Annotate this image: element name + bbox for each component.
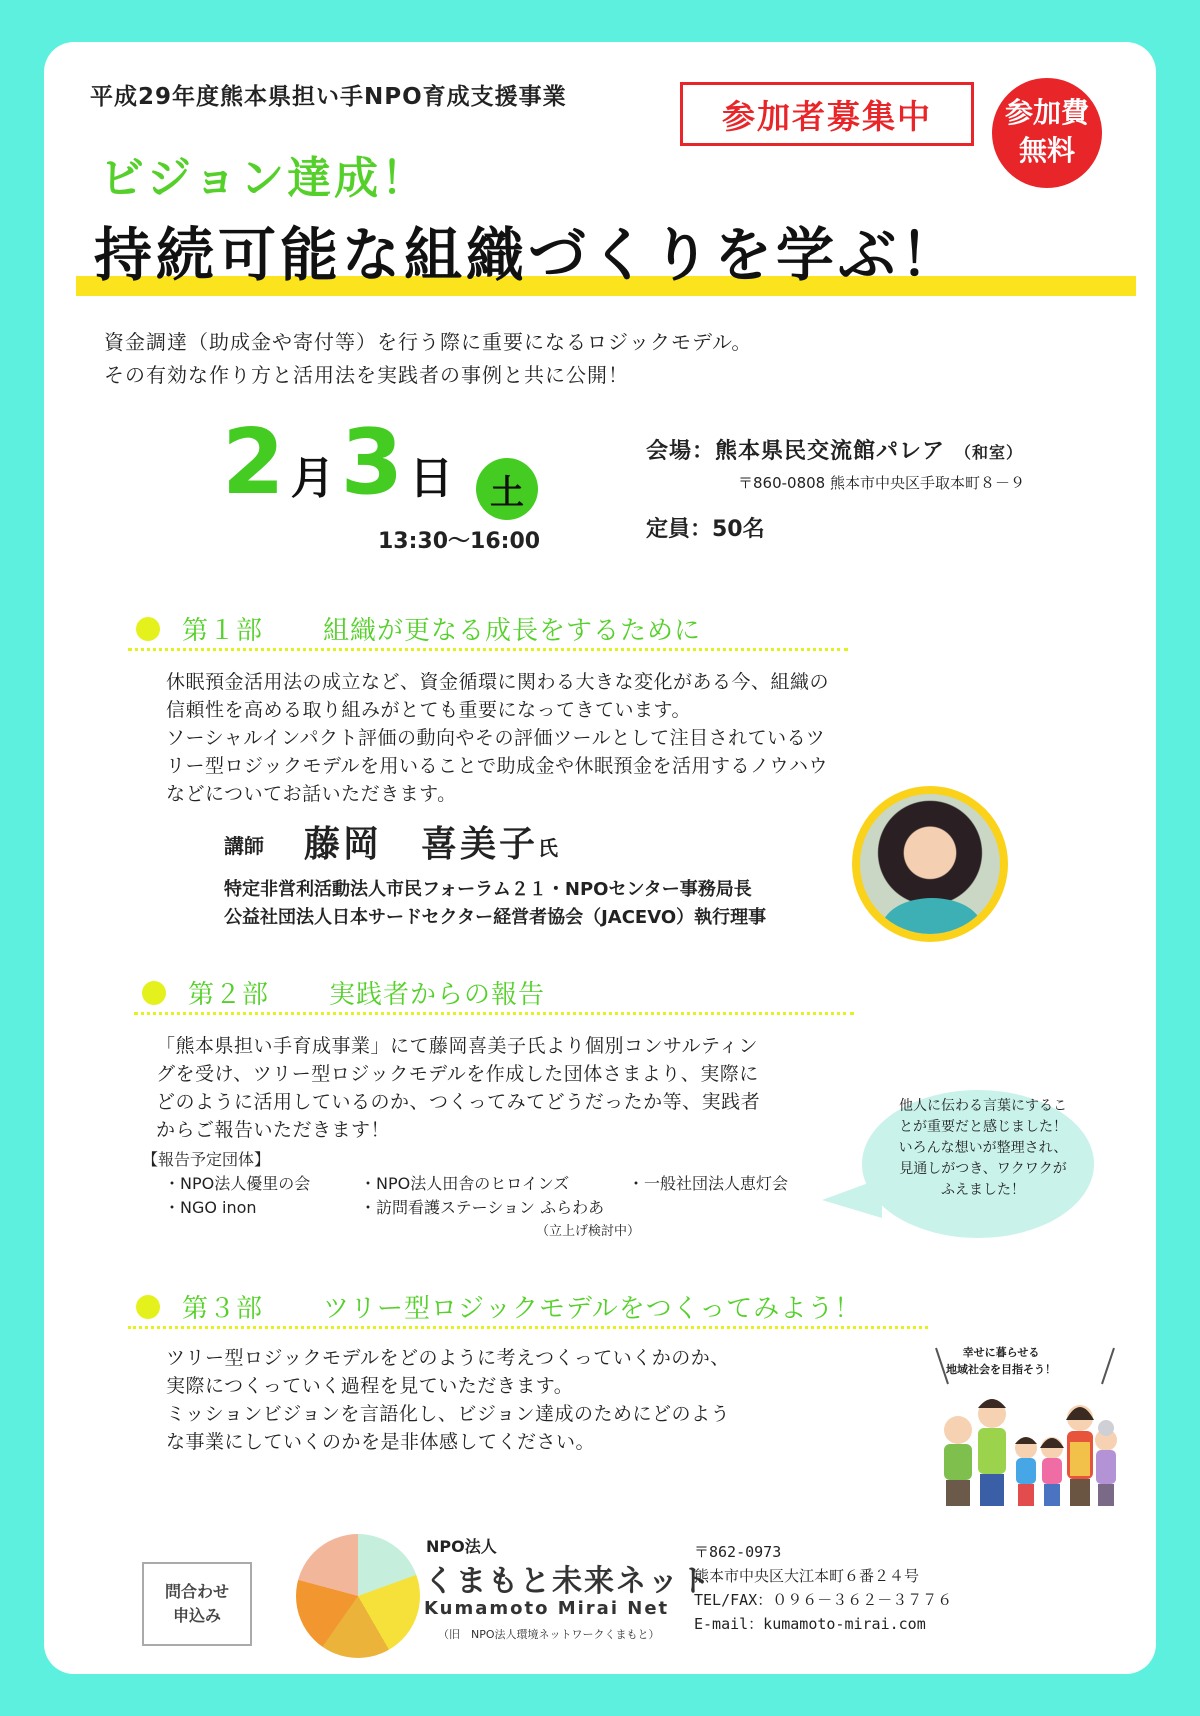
part2-body (156, 1032, 760, 1144)
intro-line: その有効な作り方と活用法を実践者の事例と共に公開！ (104, 363, 629, 387)
lecturer-photo (852, 786, 1008, 942)
part3-line: ミッションビジョンを言語化し、ビジョン達成のためにどのよう (166, 1403, 730, 1425)
date-day: 3 (340, 410, 404, 515)
date-month: 2 (222, 410, 285, 515)
contact-line: 問合わせ (164, 1582, 229, 1601)
part1-line: 休眠預金活用法の成立など、資金循環に関わる大きな変化がある今、組織の (166, 671, 830, 693)
orgs-heading: 【報告予定団体】 (142, 1150, 271, 1169)
contact-line: 申込み (172, 1606, 221, 1625)
testimonial-line: 見通しがつき、ワクワクが (899, 1161, 1067, 1177)
part2-line: からご報告いただきます！ (156, 1119, 391, 1141)
part2-line: グを受け、ツリー型ロジックモデルを作成した団体さまより、実際に (156, 1063, 759, 1085)
org-contact-info (694, 1540, 952, 1636)
part1-title: 組織が更なる成長をするために (323, 616, 702, 646)
org-item: ・一般社団法人恵灯会 (628, 1174, 789, 1193)
lecturer-titles (224, 876, 766, 932)
caption-right-stroke (1102, 1348, 1114, 1384)
elder-man-figure (944, 1416, 972, 1506)
part3-number: 第３部 (182, 1294, 264, 1324)
intro-text (104, 326, 752, 392)
part3-body (166, 1344, 730, 1456)
date-day-unit: 日 (409, 453, 454, 504)
fee-label: 参加費 (1004, 96, 1089, 129)
father-figure (978, 1399, 1006, 1506)
caption-line: 幸せに暮らせる (962, 1346, 1040, 1359)
capacity: 定員：50名 (646, 517, 765, 542)
part3-divider (128, 1326, 928, 1329)
org-email[interactable]: E-mail：kumamoto-mirai.com (694, 1615, 926, 1633)
part3-line: 実際につくっていく過程を見ていただきます。 (166, 1375, 574, 1397)
part2-divider (134, 1012, 854, 1015)
org-item: ・NPO法人田舎のヒロインズ (360, 1174, 570, 1193)
org-prefix: NPO法人 (426, 1537, 497, 1556)
org-address: 熊本市中央区大江本町６番２４号 (694, 1567, 920, 1585)
child-girl-figure (1040, 1437, 1064, 1506)
lecturer-name: 藤岡 喜美子 (304, 824, 539, 865)
part2-line: どのように活用しているのか、つくってみてどうだったか等、実践者 (156, 1091, 761, 1113)
org-tel: TEL/FAX：０９６－３６２－３７７６ (694, 1591, 953, 1609)
lecturer-honorific: 氏 (538, 836, 558, 860)
venue-address: 〒860-0808 熊本市中央区手取本町８－９ (738, 474, 1025, 492)
recruit-badge: 参加者募集中 (680, 82, 974, 146)
org-name: くまもと未来ネット (424, 1564, 712, 1599)
community-people-illustration (930, 1344, 1120, 1514)
testimonial-line: いろんな想いが整理され、 (898, 1140, 1068, 1156)
part1-number: 第１部 (182, 616, 264, 646)
testimonial-line: ふえました！ (941, 1182, 1025, 1198)
lecturer-title-line: 公益社団法人日本サードセクター経営者協会（JACEVO）執行理事 (224, 907, 767, 928)
project-name: 平成29年度熊本県担い手NPO育成支援事業 (90, 84, 567, 110)
part3-line: な事業にしていくのかを是非体感してください。 (166, 1431, 596, 1453)
subtitle: ビジョン達成！ (100, 153, 429, 204)
part2-number: 第２部 (188, 980, 270, 1010)
org-logo-icon (296, 1534, 420, 1658)
part1-line: ソーシャルインパクト評価の動向やその評価ツールとして注目されているツ (166, 727, 826, 749)
part1-line: などについてお話いただきます。 (166, 783, 457, 805)
lecturer-title-line: 特定非営利活動法人市民フォーラム２１・NPOセンター事務局長 (224, 879, 752, 900)
org-postal: 〒862-0973 (694, 1543, 782, 1561)
part3-line: ツリー型ロジックモデルをどのように考えつくっていくかのか、 (166, 1347, 730, 1369)
part2-heading (142, 974, 545, 1011)
bullet-dot-icon (142, 981, 166, 1005)
part1-line: リー型ロジックモデルを用いることで助成金や休眠預金を活用するノウハウ (166, 755, 829, 777)
weekday-badge: 土 (476, 458, 538, 520)
org-note: （立上げ検討中） (536, 1224, 641, 1239)
caption-left-stroke (936, 1348, 948, 1384)
venue-room: （和室） (955, 443, 1024, 462)
date-month-unit: 月 (290, 453, 335, 504)
part2-line: 「熊本県担い手育成事業」にて藤岡喜美子氏より個別コンサルティン (156, 1035, 759, 1057)
part3-title: ツリー型ロジックモデルをつくってみよう！ (323, 1294, 862, 1324)
event-time: 13:30〜16:00 (378, 529, 541, 554)
mother-figure (1066, 1405, 1094, 1506)
part1-body (166, 668, 829, 808)
testimonial-line: 他人に伝わる言葉にするこ (899, 1098, 1067, 1114)
venue (646, 434, 1023, 465)
testimonial-text (878, 1096, 1088, 1201)
bullet-dot-icon (136, 1295, 160, 1319)
intro-line: 資金調達（助成金や寄付等）を行う際に重要になるロジックモデル。 (104, 330, 753, 354)
part1-heading (136, 610, 701, 647)
org-item: ・訪問看護ステーション ふらわあ (360, 1198, 605, 1217)
lecturer-label: 講師 (224, 834, 264, 858)
org-former-name: （旧 NPO法人環境ネットワークくまもと） (438, 1628, 660, 1641)
part1-divider (128, 648, 848, 651)
org-item: ・NGO inon (164, 1198, 257, 1217)
fee-value: 無料 (1018, 134, 1075, 167)
part3-heading (136, 1288, 861, 1325)
testimonial-line: とが重要だと感じました！ (899, 1119, 1067, 1135)
caption-line: 地域社会を目指そう！ (946, 1363, 1056, 1376)
venue-name: 会場：熊本県民交流館パレア (646, 439, 946, 464)
org-item: ・NPO法人優里の会 (164, 1174, 311, 1193)
main-title: 持続可能な組織づくりを学ぶ！ (94, 221, 963, 289)
part2-title: 実践者からの報告 (329, 980, 546, 1010)
org-name-en: Kumamoto Mirai Net (424, 1598, 670, 1619)
part1-line: 信頼性を高める取り組みがとても重要になってきています。 (166, 699, 691, 721)
contact-label-box (142, 1562, 252, 1646)
elder-woman-figure (1095, 1420, 1117, 1506)
bullet-dot-icon (136, 617, 160, 641)
event-date (222, 410, 459, 515)
free-fee-badge (992, 78, 1102, 188)
child-boy-figure (1015, 1437, 1037, 1506)
